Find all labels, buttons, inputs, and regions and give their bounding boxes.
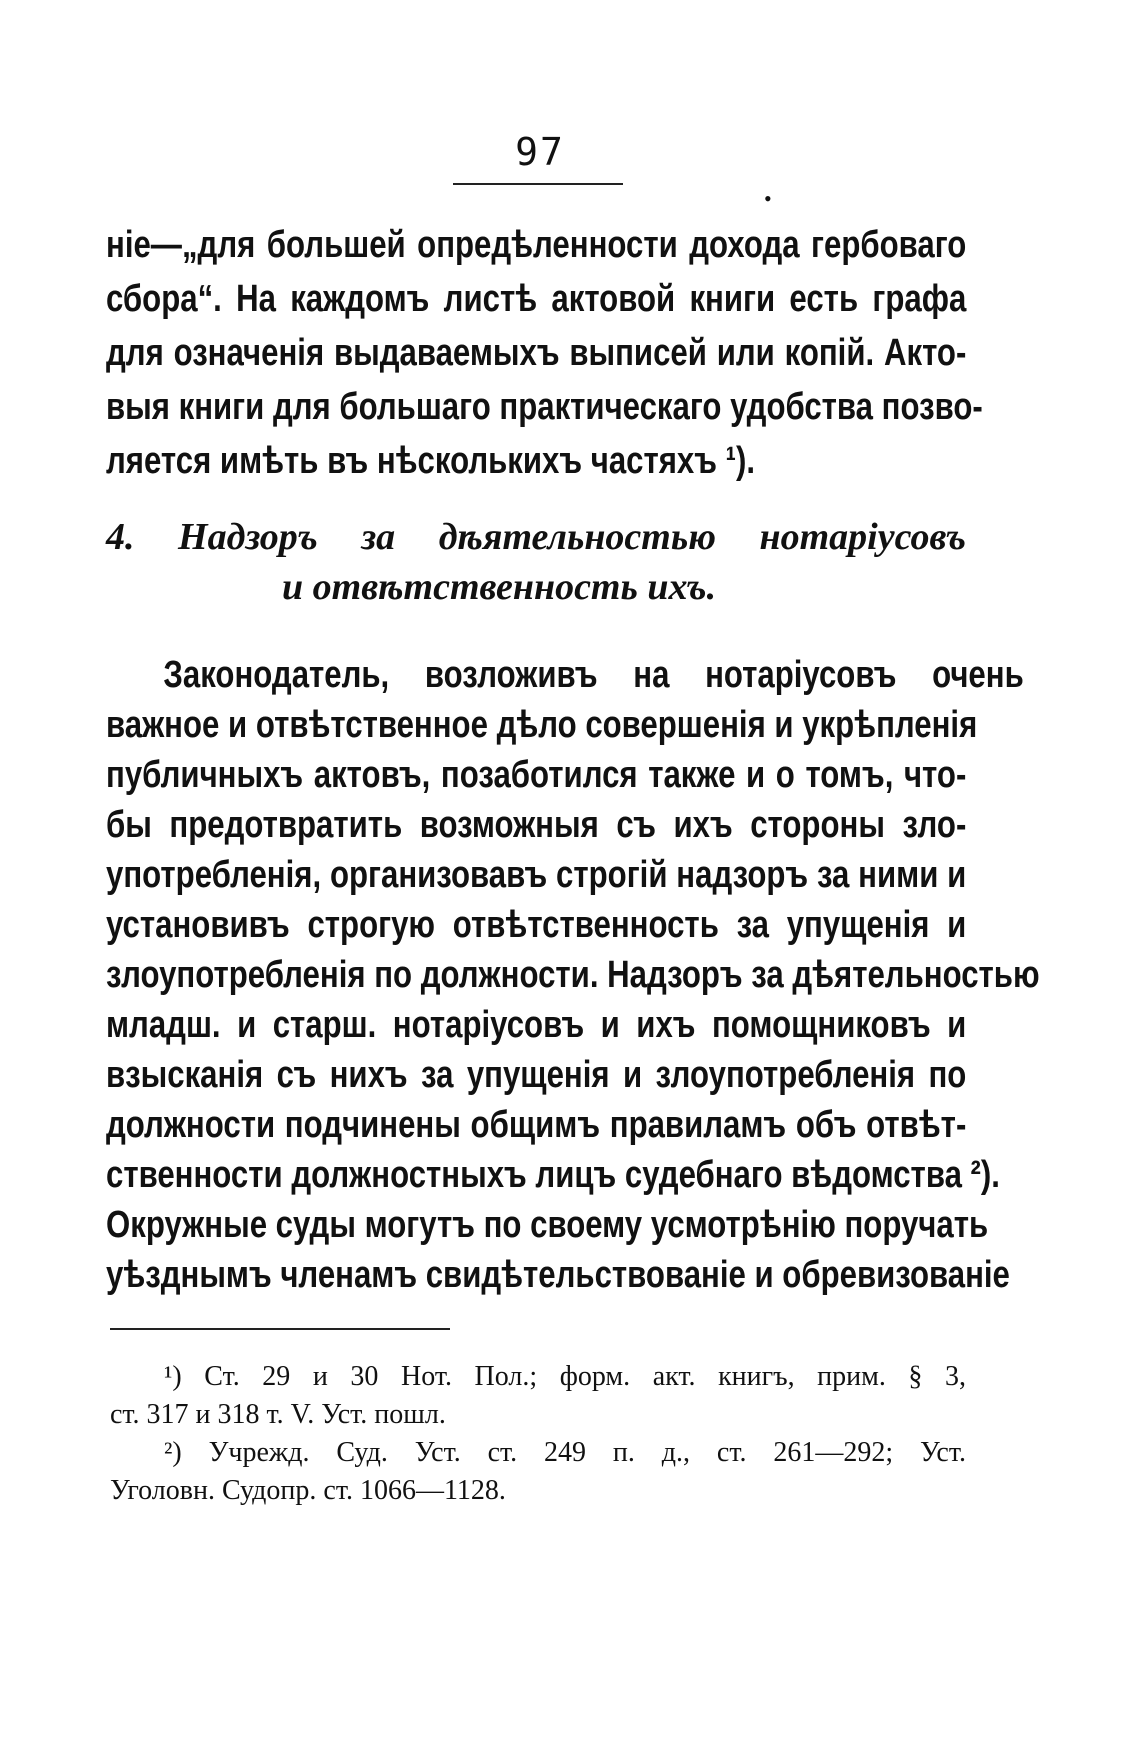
text-line: для означенія выдаваемыхъ выписей или копій. Акто- xyxy=(106,332,967,374)
text-line: ляется имѣть въ нѣсколькихъ частяхъ ¹). xyxy=(106,440,756,482)
text-line: важное и отвѣтственное дѣло совершенія и укрѣпленія xyxy=(106,704,978,746)
footnote-line: ст. 317 и 318 т. V. Уст. пошл. xyxy=(110,1399,446,1430)
text-line: должности подчинены общимъ правиламъ объ отвѣт- xyxy=(106,1104,967,1146)
text-line: сбора“. На каждомъ листѣ актовой книги есть графа xyxy=(106,278,967,320)
paragraph-body xyxy=(106,650,1040,1300)
text-line: Законодатель, возложивъ на нотаріусовъ очень xyxy=(163,654,1024,696)
text-line: установивъ строгую отвѣтственность за упущенія и xyxy=(106,904,967,946)
footnote-line: Уголовн. Судопр. ст. 1066—1128. xyxy=(110,1475,506,1506)
text-line: выя книги для большаго практическаго удобства позво- xyxy=(106,386,983,428)
text-line: Окружные суды могутъ по своему усмотрѣнію поручать xyxy=(106,1204,989,1246)
text-line: младш. и старш. нотаріусовъ и ихъ помощниковъ и xyxy=(106,1004,967,1046)
footnote-line: ²) Учрежд. Суд. Уст. ст. 249 п. д., ст. 261—292; Уст. xyxy=(164,1437,966,1468)
header-rule xyxy=(453,183,623,185)
text-line: уѣзднымъ членамъ свидѣтельствованіе и обревизованіе xyxy=(106,1254,1010,1296)
heading-line: и отвѣтственность ихъ. xyxy=(282,566,717,608)
heading-line: 4. Надзоръ за дѣятельностью нотаріусовъ xyxy=(106,516,966,558)
section-heading xyxy=(106,512,966,612)
stray-mark: • xyxy=(764,186,772,211)
text-line: бы предотвратить возможныя съ ихъ стороны зло- xyxy=(106,804,967,846)
footnote-line: ¹) Ст. 29 и 30 Нот. Пол.; форм. акт. книгъ, прим. § 3, xyxy=(164,1361,966,1392)
paragraph-continuation xyxy=(106,218,983,488)
text-line: ніе—„для большей опредѣленности дохода гербоваго xyxy=(106,224,967,266)
footnote-rule xyxy=(110,1328,450,1330)
text-line: злоупотребленія по должности. Надзоръ за дѣятельностью xyxy=(106,954,1040,996)
text-line: публичныхъ актовъ, позаботился также и о томъ, что- xyxy=(106,754,967,796)
text-line: употребленія, организовавъ строгій надзоръ за ними и xyxy=(106,854,967,896)
footnotes xyxy=(110,1358,966,1510)
page-number: 97 xyxy=(515,130,565,174)
text-line: ственности должностныхъ лицъ судебнаго вѣдомства ²). xyxy=(106,1154,1000,1196)
text-line: взысканія съ нихъ за упущенія и злоупотребленія по xyxy=(106,1054,967,1096)
